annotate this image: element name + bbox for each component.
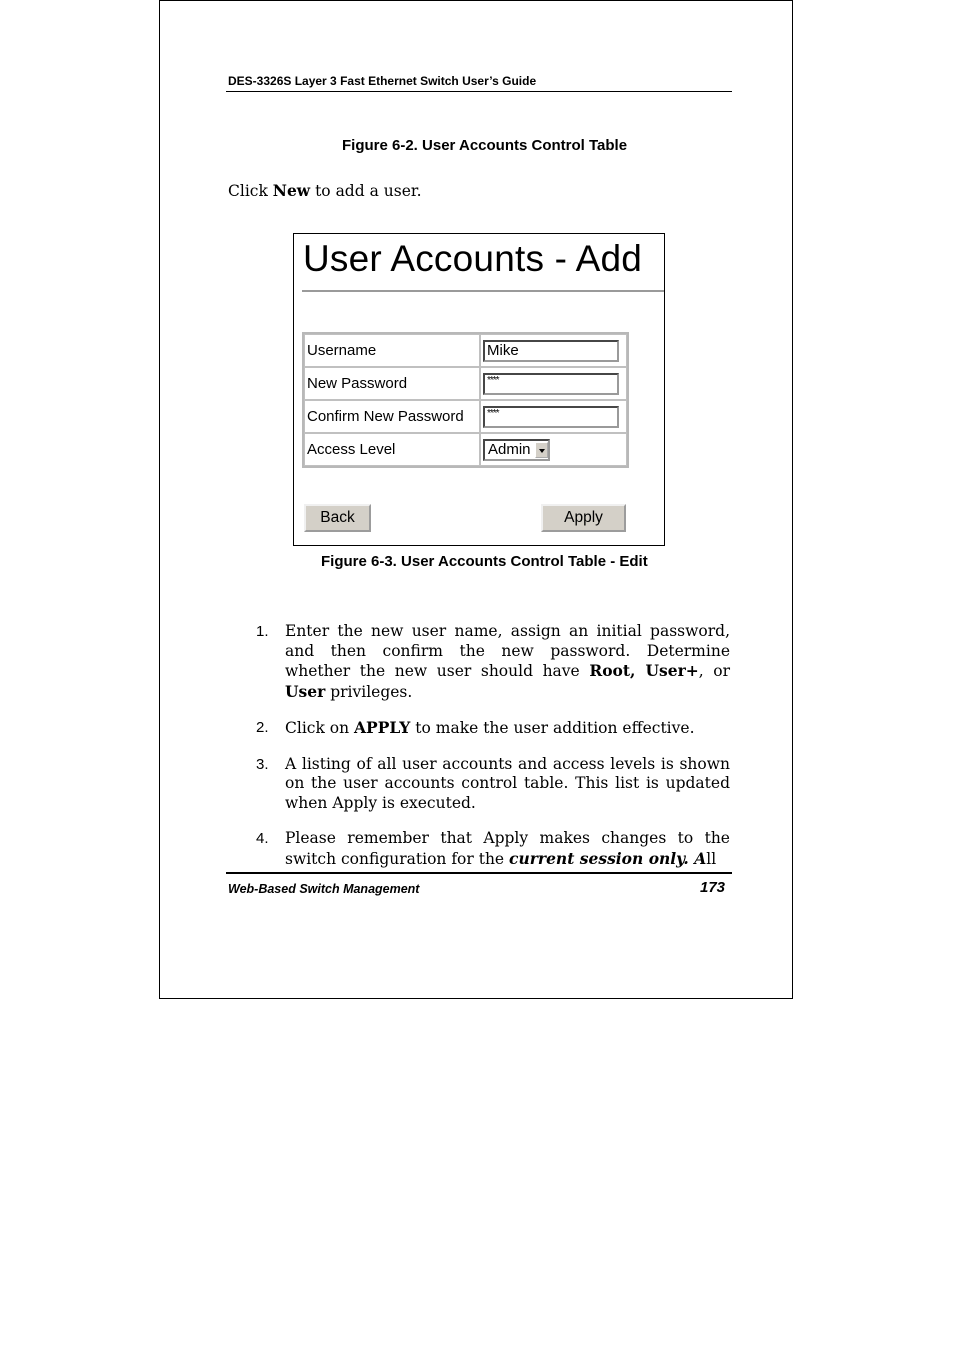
ui-heading: User Accounts - Add [303, 238, 643, 279]
list-text [285, 718, 730, 739]
bold-run: APPLY [354, 718, 411, 737]
list-text: A listing of all user accounts and access levels is shown on the user accounts control table. This list is updated when Apply is executed. [285, 754, 730, 812]
figure-caption-6-2: Figure 6-2. User Accounts Control Table [342, 137, 628, 154]
list-item [256, 829, 730, 869]
bold-run: Root, User+ [589, 661, 699, 680]
list-number: 2. [256, 719, 269, 736]
table-row [304, 400, 627, 433]
username-input[interactable]: Mike [483, 340, 619, 362]
access-level-label: Access Level [304, 433, 480, 466]
ui-heading-rule [302, 290, 664, 292]
text-run: , or [698, 662, 730, 680]
bold-italic-run: current session only. A [509, 848, 707, 868]
user-form-table [302, 332, 629, 468]
list-item [256, 718, 730, 739]
intro-text-end: to add a user. [310, 182, 422, 200]
new-password-label: New Password [304, 367, 480, 400]
text-run: privileges. [325, 682, 413, 701]
list-number: 4. [256, 830, 269, 847]
table-row [304, 334, 627, 367]
text-run: Click on [285, 719, 355, 737]
new-password-input[interactable]: **** [483, 373, 619, 395]
figure-caption-6-3: Figure 6-3. User Accounts Control Table - Edit [321, 553, 648, 570]
apply-button[interactable]: Apply [541, 504, 626, 532]
list-number: 3. [256, 755, 269, 773]
text-run: Please remember that Apply makes changes to the switch configuration for the [285, 829, 730, 868]
table-row [304, 433, 627, 466]
bold-run: User [285, 681, 326, 701]
running-header: DES-3326S Layer 3 Fast Ethernet Switch User’s Guide [228, 74, 537, 88]
header-rule [226, 91, 732, 92]
confirm-password-label: Confirm New Password [304, 400, 480, 433]
intro-bold-new: New [272, 181, 311, 200]
username-label: Username [304, 334, 480, 367]
text-run: Enter the new user name, assign an initial password, and then confirm the new password. Determine whether the new user should have [285, 622, 730, 680]
back-button[interactable]: Back [304, 504, 371, 532]
access-level-select[interactable] [483, 439, 550, 461]
running-footer: Web-Based Switch Management [228, 882, 420, 896]
confirm-password-input[interactable]: **** [483, 406, 619, 428]
list-number: 1. [256, 623, 269, 640]
access-level-value: Admin [488, 441, 531, 458]
intro-paragraph [228, 181, 422, 200]
chevron-down-icon[interactable] [535, 442, 548, 458]
list-text [285, 829, 730, 869]
text-run: to make the user addition effective. [410, 719, 695, 737]
list-text [285, 622, 730, 702]
table-row [304, 367, 627, 400]
list-item [256, 755, 730, 814]
footer-rule [226, 872, 732, 874]
list-item [256, 622, 730, 702]
page-number: 173 [700, 879, 726, 896]
text-run: ll [706, 849, 717, 868]
instruction-list [256, 622, 730, 885]
user-accounts-add-screenshot [293, 233, 665, 546]
intro-text: Click [228, 182, 273, 200]
